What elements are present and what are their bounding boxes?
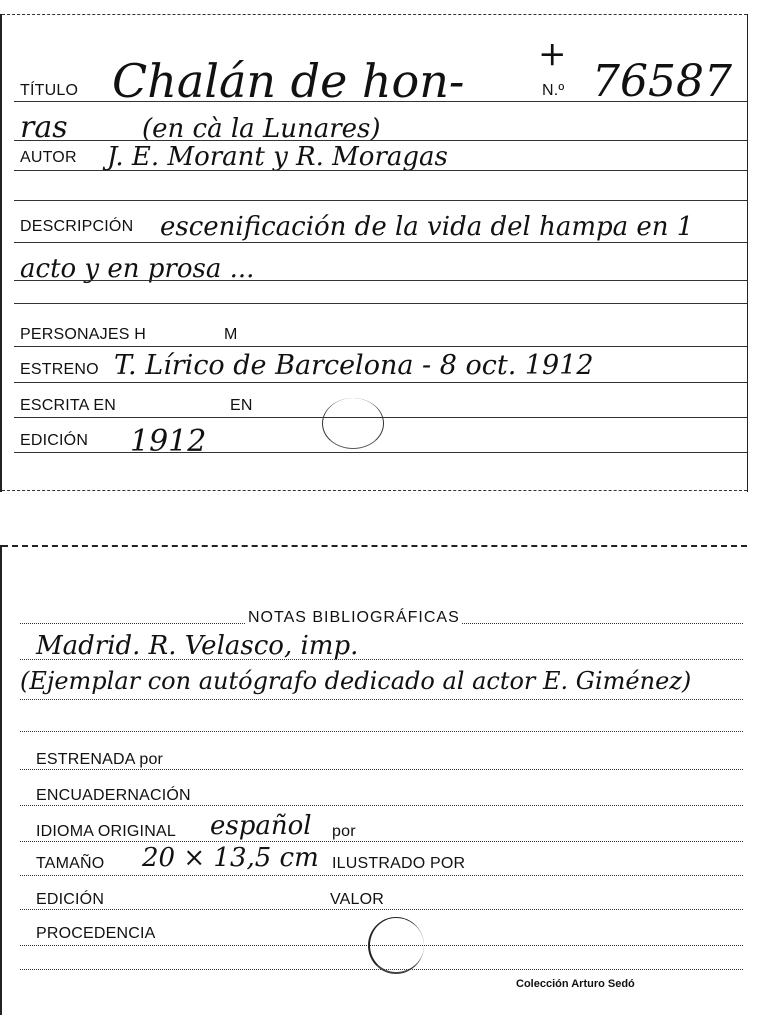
descripcion-handwritten: escenificación de la vida del hampa en 1	[160, 212, 694, 242]
autor-handwritten: J. E. Morant y R. Moragas	[107, 142, 448, 172]
titulo-rule-2	[14, 140, 747, 141]
personajes-m-label: M	[224, 326, 238, 343]
edicion-dotted-line	[20, 909, 743, 910]
titulo-rule	[14, 101, 747, 102]
descripcion-rule-2	[14, 280, 747, 281]
edicion-label: EDICIÓN	[20, 432, 89, 449]
escrita-label: ESCRITA EN	[20, 397, 116, 414]
note-dotted-line-2	[20, 699, 743, 700]
notas-header: NOTAS BIBLIOGRÁFICAS	[248, 609, 460, 626]
estrenada-label: ESTRENADA por	[36, 751, 164, 768]
note-dotted-line-1	[20, 659, 743, 660]
tamano-dotted-line	[20, 875, 743, 876]
estreno-label: ESTRENO	[20, 361, 99, 378]
titulo-handwritten: Chalán de hon-	[112, 54, 465, 108]
procedencia-label: PROCEDENCIA	[36, 925, 156, 942]
estreno-handwritten: T. Lírico de Barcelona - 8 oct. 1912	[114, 350, 594, 381]
tamano-label: TAMAÑO	[36, 855, 105, 872]
numero-handwritten: 76587	[592, 56, 732, 107]
descripcion-label: DESCRIPCIÓN	[20, 218, 134, 235]
personajes-label: PERSONAJES H	[20, 326, 146, 343]
personajes-rule	[14, 346, 747, 347]
note-dotted-line-3	[20, 731, 743, 732]
estreno-rule	[14, 382, 747, 383]
procedencia-dotted-line	[20, 945, 743, 946]
catalog-card-front	[0, 14, 748, 492]
titulo-note-handwritten: (en cà la Lunares)	[142, 114, 381, 144]
escrita-en-label: EN	[230, 397, 253, 414]
estrenada-dotted-line	[20, 769, 743, 770]
tamano-handwritten: 20 × 13,5 cm	[142, 843, 319, 873]
encuadernacion-label: ENCUADERNACIÓN	[36, 787, 191, 804]
encuadernacion-dotted-line	[20, 805, 743, 806]
edicion-rule	[14, 452, 747, 453]
card-bottom-edge	[2, 490, 747, 491]
autor-rule	[14, 170, 747, 171]
descripcion-continuation: acto y en prosa ...	[20, 254, 255, 284]
valor-label: VALOR	[330, 891, 385, 908]
titulo-label: TÍTULO	[20, 82, 79, 99]
deceased-cross-mark: +	[538, 34, 567, 74]
blank-rule-1	[14, 200, 747, 201]
blank-rule-2	[14, 303, 747, 304]
note-line-2-handwritten: (Ejemplar con autógrafo dedicado al actor E. Giménez)	[20, 667, 692, 695]
idioma-dotted-line	[20, 841, 743, 842]
catalog-card-back	[0, 545, 747, 1015]
edicion-label: EDICIÓN	[36, 891, 105, 908]
ilustrado-label: ILUSTRADO POR	[332, 855, 466, 872]
escrita-rule	[14, 417, 747, 418]
autor-label: AUTOR	[20, 149, 77, 166]
stamp-circle-mark	[322, 398, 384, 449]
idioma-label: IDIOMA ORIGINAL	[36, 823, 176, 840]
idioma-por-label: por	[332, 823, 356, 840]
card-top-edge	[2, 545, 747, 547]
card-top-edge	[2, 14, 747, 15]
idioma-handwritten: español	[210, 811, 312, 841]
descripcion-rule	[14, 242, 747, 243]
blank-dotted-line	[20, 969, 743, 970]
titulo-continuation: ras	[20, 110, 68, 145]
collection-footer: Colección Arturo Sedó	[516, 978, 635, 990]
numero-label: N.º	[542, 82, 565, 99]
note-line-1-handwritten: Madrid. R. Velasco, imp.	[36, 631, 359, 661]
edicion-handwritten: 1912	[130, 424, 207, 459]
